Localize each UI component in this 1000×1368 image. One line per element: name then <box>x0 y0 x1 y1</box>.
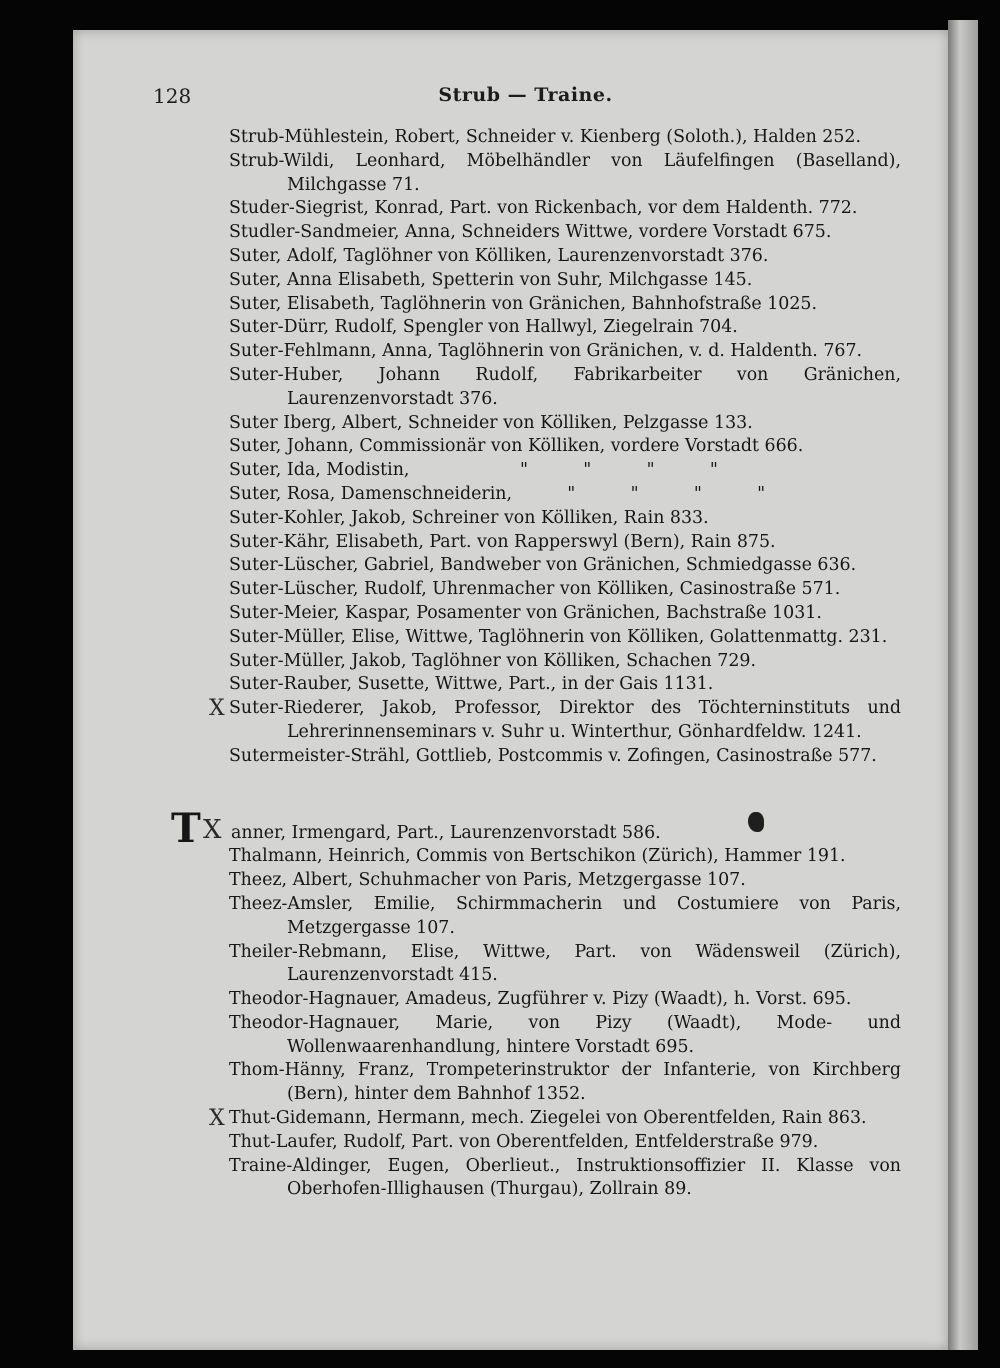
running-head: Strub — Traine. <box>438 84 613 106</box>
list-item: Suter-Lüscher, Rudolf, Uhrenmacher von Kölliken, Casinostraße 571. <box>229 579 841 600</box>
list-item <box>209 1106 901 1132</box>
page-header <box>153 72 898 116</box>
page-number: 128 <box>153 84 192 108</box>
list-item: Suter-Huber, Johann Rudolf, Fabrikarbeiter von Gränichen, Laurenzenvorstadt 376. <box>229 364 901 409</box>
list-item: Suter-Dürr, Rudolf, Spengler von Hallwyl, Ziegelrain 704. <box>229 317 738 338</box>
list-item: Theiler-Rebmann, Elise, Wittwe, Part. von Wädensweil (Zürich), Laurenzenvorstadt 415. <box>229 941 901 986</box>
list-item: Studler-Sandmeier, Anna, Schneiders Wittwe, vordere Vorstadt 675. <box>229 222 832 243</box>
list-item: Suter-Fehlmann, Anna, Taglöhnerin von Gränichen, v. d. Haldenth. 767. <box>229 341 863 362</box>
list-item: Suter-Lüscher, Gabriel, Bandweber von Gränichen, Schmiedgasse 636. <box>229 555 857 576</box>
list-item: Studer-Siegrist, Konrad, Part. von Rickenbach, vor dem Haldenth. 772. <box>229 198 858 219</box>
list-item: Suter-Rauber, Susette, Wittwe, Part., in der Gais 1131. <box>229 674 714 695</box>
list-item: Suter, Anna Elisabeth, Spetterin von Suhr, Milchgasse 145. <box>229 269 753 290</box>
list-item: Thom-Hänny, Franz, Trompeterinstruktor der Infanterie, von Kirchberg (Bern), hinter dem Bahnhof 1352. <box>229 1060 901 1105</box>
list-item: Thalmann, Heinrich, Commis von Bertschikon (Zürich), Hammer 191. <box>229 846 846 867</box>
list-item: Theodor-Hagnauer, Amadeus, Zugführer v. Pizy (Waadt), h. Vorst. 695. <box>229 989 852 1010</box>
list-item: Sutermeister-Strähl, Gottlieb, Postcommis v. Zofingen, Casinostraße 577. <box>229 745 877 766</box>
margin-x-mark: X <box>203 814 222 845</box>
list-item: Suter-Müller, Elise, Wittwe, Taglöhnerin von Kölliken, Golattenmattg. 231. <box>229 626 888 647</box>
list-item: Theez, Albert, Schuhmacher von Paris, Metzgergasse 107. <box>229 870 746 891</box>
list-item: Suter-Meier, Kaspar, Posamenter von Gränichen, Bachstraße 1031. <box>229 602 822 623</box>
list-item: Suter Iberg, Albert, Schneider von Kölliken, Pelzgasse 133. <box>229 412 753 433</box>
entry-text: Thut-Gidemann, Hermann, mech. Ziegelei von Oberentfelden, Rain 863. <box>229 1108 867 1129</box>
list-item: Suter-Kohler, Jakob, Schreiner von Kölliken, Rain 833. <box>229 507 709 528</box>
list-item: Strub-Wildi, Leonhard, Möbelhändler von Läufelfingen (Baselland), Milchgasse 71. <box>229 150 901 195</box>
entry-text: Suter-Riederer, Jakob, Professor, Direktor des Töchterninstituts und Lehrerinnenseminars v. Suhr u. Winterthur, Gönhardfeldw. 1241. <box>229 698 901 742</box>
section-gap <box>229 769 901 817</box>
list-item: Strub-Mühlestein, Robert, Schneider v. Kienberg (Soloth.), Halden 252. <box>229 127 862 147</box>
list-item: Suter, Adolf, Taglöhner von Kölliken, Laurenzenvorstadt 376. <box>229 245 769 266</box>
list-item: Suter-Kähr, Elisabeth, Part. von Rapperswyl (Bern), Rain 875. <box>229 531 776 552</box>
list-item: Traine-Aldinger, Eugen, Oberlieut., Instruktionsoffizier II. Klasse von Oberhofen-Illighausen (Thurgau), Zollrain 89. <box>229 1155 901 1200</box>
list-item: Theez-Amsler, Emilie, Schirmmacherin und Costumiere von Paris, Metzgergasse 107. <box>229 893 901 938</box>
list-item: Thut-Laufer, Rudolf, Part. von Oberentfelden, Entfelderstraße 979. <box>229 1131 819 1152</box>
list-item <box>203 814 901 846</box>
list-item: Suter, Rosa, Damenschneiderin, " " " " <box>229 483 766 504</box>
margin-x-mark: X <box>209 696 225 722</box>
list-item: Suter, Elisabeth, Taglöhnerin von Gränichen, Bahnhofstraße 1025. <box>229 293 818 314</box>
list-item: Theodor-Hagnauer, Marie, von Pizy (Waadt), Mode- und Wollenwaarenhandlung, hintere Vorstadt 695. <box>229 1012 901 1057</box>
list-item: Suter, Johann, Commissionär von Kölliken, vordere Vorstadt 666. <box>229 436 804 457</box>
list-item <box>209 696 901 745</box>
entry-text: anner, Irmengard, Part., Laurenzenvorstadt 586. <box>231 822 661 843</box>
list-item: Suter, Ida, Modistin, " " " " <box>229 460 718 481</box>
margin-x-mark: X <box>209 1106 225 1132</box>
adjacent-page-edge <box>948 20 978 1350</box>
directory-entries <box>203 126 901 1202</box>
list-item: Suter-Müller, Jakob, Taglöhner von Kölliken, Schachen 729. <box>229 650 757 671</box>
